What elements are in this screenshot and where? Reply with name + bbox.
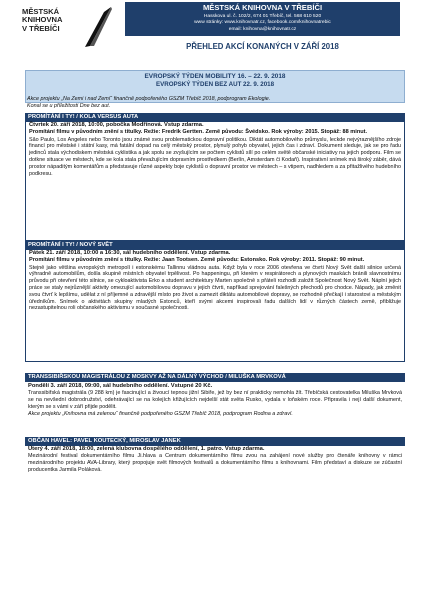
library-web-link[interactable]: www stránky: www.knihovnatr.cz, facebook.com/knihovnatrebic bbox=[194, 20, 331, 26]
library-email-link[interactable]: email: knihovna@knihovnatr.cz bbox=[228, 26, 297, 32]
mobility-intro bbox=[27, 96, 405, 110]
event-block-kola-versus-auta bbox=[25, 122, 405, 241]
section-bar-novy-svet: PROMÍTÁNÍ I TY! / NOVÝ SVĚT bbox=[25, 241, 405, 250]
event-block-transsibirska-magistrala bbox=[25, 383, 405, 418]
logo-line-2: KNIHOVNA bbox=[22, 15, 63, 25]
library-address: Hasskova ul. č. 102/2, 674 01 Třebíč, tel. 568 610 520 bbox=[203, 13, 322, 19]
event-description: Mezinárodní festival dokumentárního filmu Ji.hlava a Centrum dokumentárního filmu zvou na zahájení nové služby pro čtenáře knihovny v rámci mezinárodního projektu AVA-Library, který propojuje svět filmových festivalů a dokumentárního filmu s knihovnami. Film představí a diskuze se zúčastní producentka Jarmila Poláková. bbox=[28, 453, 402, 473]
event-when: Pondělí 3. září 2018, 09:00, sál hudebního oddělení. Vstupné 20 Kč. bbox=[28, 383, 213, 389]
event-description: Stejně jako většina evropských metropolí i estonskému Tallinnu vládnou auta. Když byla v roce 2006 otevřena ve čtvrti Nový Svět další silnice určená výhradně automobilům, došla skupině místních obyvatel trpělivost. Po happeningu, při kterém v respirátorech a plynových maskách bránili slavnostnímu průvodu při otevření této silnice, se cykloaktivista Erko a student architektury Marten společně s přáteli rozhodli založit Společnost Nový Svět. Náplní jejich práce se staly nejrůznější aktivity omezující automobilovou dopravu v jejich čtvrti, napříkad sprejování falešných přechodů pro chodce. Nápady, jak změnit svou čtvrť k lepšímu, udělat z ní příjemné a zdravější místo pro život a zamezit diktátu automobilové dopravy, se rozhodně přečkají i starostovi a městským úředníkům. Snímek o aktivitách skupiny mladých Estonců, kteří svými akcemi inspirovali řadu dalších lidí v různých částech země, přibližuje nezastupitelnou roli občanského aktivismu v současné společnosti. bbox=[29, 264, 401, 312]
event-description: Transsibiřská magistrála (9 288 km) je fascinující a živoucí tepnou jižní Sibiře, jež by bez ní prakticky nemohla žít. Třebíčská cestovatelka Miluška Mrvková se na nevšední dobrodružství, odehrávající se na kolejích křižujících nejdelší stát světa Rusko, vydala v loňském roce. Připravila i nejí další dokument, kterým se s vámi v září přijde podělit. bbox=[28, 390, 402, 410]
page-header bbox=[0, 0, 424, 62]
library-logo bbox=[20, 6, 110, 50]
event-project-note: Akce projektu „Knihovna má zelenou“ finančně podpořeného GSZM Třebíč 2018, podprogram Rodina a zdraví. bbox=[28, 410, 293, 417]
event-when: Úterý 4. září 2018, 18:00, zelená klubovna dospělého oddělení, 1. patro. Vstup zdarma. bbox=[28, 446, 265, 452]
mobility-intro-line-2: Konal se u příležitosti Dne bez aut. bbox=[27, 102, 111, 109]
section-bar-obcan-havel: OBČAN HAVEL: PAVEL KOUTECKÝ, MIROSLAV JANEK bbox=[25, 437, 405, 446]
section-bar-transsibirska-magistrala: TRANSSIBIŘSKOU MAGISTRÁLOU Z MOSKVY AŽ NA DÁLNÝ VÝCHOD / MILUŠKA MRVKOVÁ bbox=[25, 373, 405, 382]
logo-mark-icon bbox=[82, 6, 112, 48]
mobility-intro-line-1: Akce projektu „Na Zemi i nad Zemí“ finančně podpořeného GSZM Třebíč 2018, podprogram Ekologie. bbox=[27, 96, 271, 102]
logo-line-1: MĚSTSKÁ bbox=[22, 7, 60, 16]
event-block-obcan-havel bbox=[25, 446, 405, 474]
section-bar-kola-versus-auta: PROMÍTÁNÍ I TY! / KOLA VERSUS AUTA bbox=[25, 113, 405, 122]
event-film-info: Promítání filmu v původním znění s titulky. Režie: Jaan Tootsen. Země původu: Estonsko. Rok výroby: 2011. Stopáž: 90 minut. bbox=[29, 257, 365, 264]
logo-text bbox=[22, 8, 63, 33]
header-band bbox=[125, 2, 400, 36]
logo-line-3: V TŘEBÍČI bbox=[22, 23, 60, 33]
contact-info bbox=[125, 13, 400, 36]
event-film-info: Promítání filmu v původním znění s titulky. Režie: Fredrik Gertten. Země původu: Švédsko. Rok výroby: 2015. Stopáž: 88 minut. bbox=[29, 129, 368, 136]
page-title: PŘEHLED AKCÍ KONANÝCH V ZÁŘÍ 2018 bbox=[186, 42, 339, 51]
mobility-week-title: EVROPSKÝ TÝDEN MOBILITY 16. – 22. 9. 2018 bbox=[144, 73, 286, 80]
library-name: MĚSTSKÁ KNIHOVNA V TŘEBÍČI bbox=[202, 3, 323, 12]
car-free-week-subtitle: EVROPSKÝ TÝDEN BEZ AUT 22. 9. 2018 bbox=[155, 81, 275, 89]
event-when: Pátek 21. září 2018, 10:00 a 16:30, sál hudebního oddělení. Vstup zdarma. bbox=[29, 250, 231, 256]
event-block-novy-svet bbox=[25, 250, 405, 362]
event-description: São Paulo, Los Angeles nebo Toronto jsou známé svou problematickou dopravní politikou. Diktát automobilového průmyslu, leckde nejvýraznějšího zdroje financí pro městské i státní kasy, má fatální dopad na celý městský prostor, plynulý pohyb obyvatel, jejich čas i zdraví. Dokument sleduje, jak se pro řadu jedinců stala východiskem městská cyklistika a jak spolu se zvyšujícím se počtem cyklistů sílí po celém světě občanské iniciativy na jejich podporu. Film se dotkne situace ve městech, kde se kola stala převažujícím dopravním prostředkem (Berlín, Amsterdam či Kodaň). Inspirativní snímek má široký záběr, dává prostor nápaditým komentářům a představuje různé aspekty boje cyklistů o dopravní prostor ve městech – s vtipem, nadhledem a za přitažlivého hudebního podkresu. bbox=[29, 136, 401, 177]
event-when: Čtvrtek 20. září 2018, 10:00, pobočka Modřínová. Vstup zdarma. bbox=[29, 122, 204, 128]
